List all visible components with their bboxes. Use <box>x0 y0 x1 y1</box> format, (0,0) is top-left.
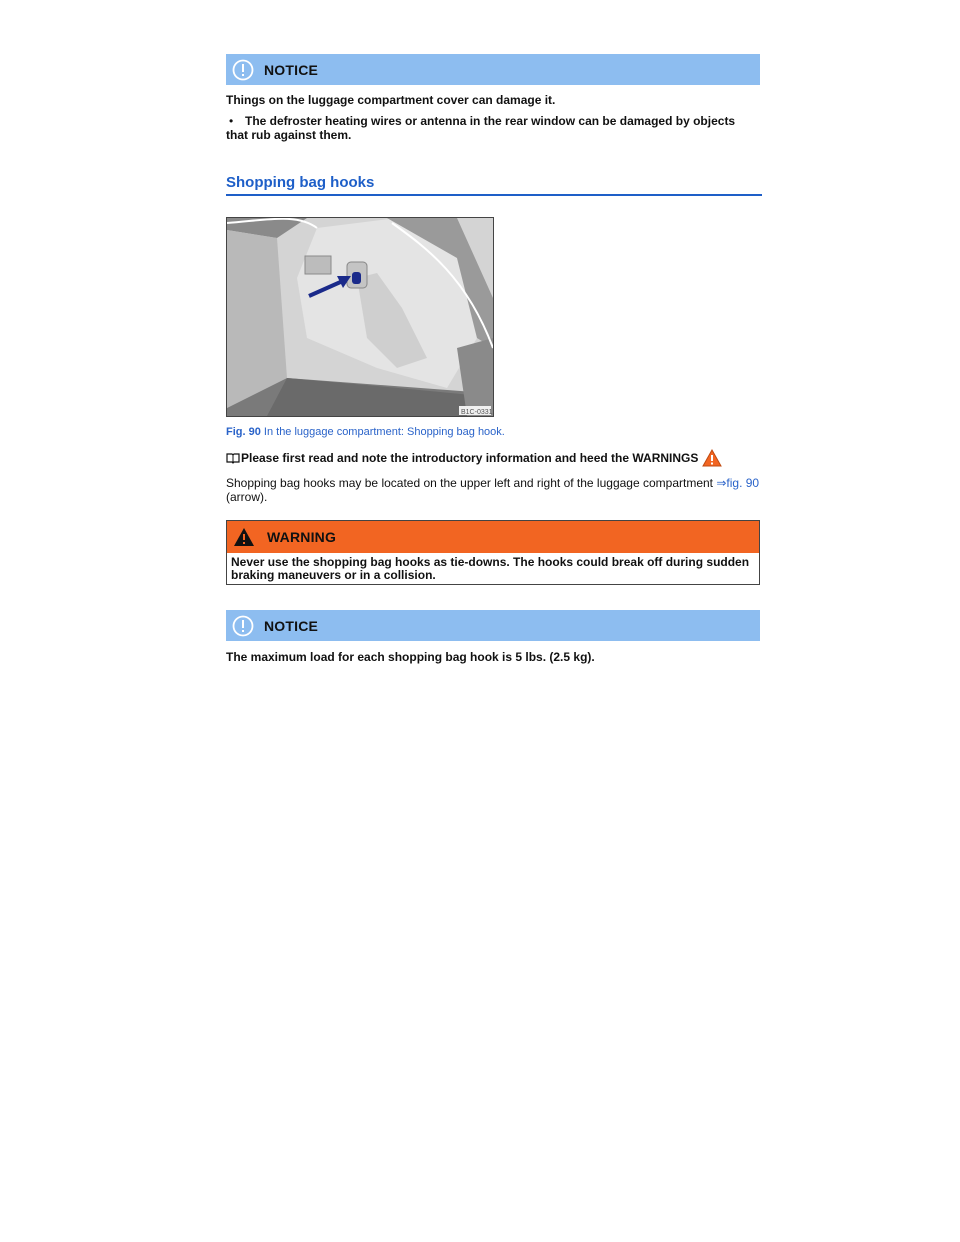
notice-text-2: The maximum load for each shopping bag hook is 5 lbs. (2.5 kg). <box>226 650 595 664</box>
notice-header <box>226 54 760 85</box>
fig-link-arrow: ⇒ <box>716 476 727 490</box>
caption-text: In the luggage compartment: Shopping bag hook. <box>263 426 505 438</box>
intro-line <box>226 449 722 467</box>
warning-triangle-icon <box>233 527 255 547</box>
notice-bullet <box>226 114 760 142</box>
para-text: Shopping bag hooks may be located on the upper left and right of the luggage compartment <box>226 476 713 490</box>
warning-title: WARNING <box>267 529 337 545</box>
para-suffix: (arrow). <box>226 490 268 504</box>
exclamation-circle-icon <box>232 615 254 637</box>
notice-bullet-text: The defroster heating wires or antenna in the rear window can be damaged by objects that rub against them. <box>226 114 736 142</box>
book-icon <box>226 452 240 464</box>
notice-header-2 <box>226 610 760 641</box>
figure-image <box>226 217 494 417</box>
warning-text: Never use the shopping bag hooks as tie-downs. The hooks could break off during sudden braking maneuvers or in a collision. <box>231 555 750 582</box>
figure-code: B1C-0331 <box>461 409 493 416</box>
section-heading: Shopping bag hooks <box>226 174 762 196</box>
notice-text: Things on the luggage compartment cover can damage it. <box>226 93 556 107</box>
warning-box <box>226 520 760 585</box>
notice-box-1 <box>226 54 760 142</box>
notice-title-2: NOTICE <box>264 617 319 634</box>
intro-text: Please first read and note the introductory information and heed the WARNINGS <box>241 451 699 465</box>
notice-title: NOTICE <box>264 61 319 78</box>
fig-link[interactable]: fig. 90 <box>726 476 760 490</box>
notice-box-2 <box>226 610 760 664</box>
exclamation-circle-icon <box>232 59 254 81</box>
caption-label: Fig. 90 <box>226 426 261 438</box>
warning-triangle-icon <box>702 449 722 467</box>
warning-header <box>227 521 759 553</box>
figure-caption <box>226 426 505 438</box>
trunk-illustration <box>227 218 493 416</box>
bullet-dot: • <box>229 114 234 128</box>
body-paragraph <box>226 476 760 504</box>
